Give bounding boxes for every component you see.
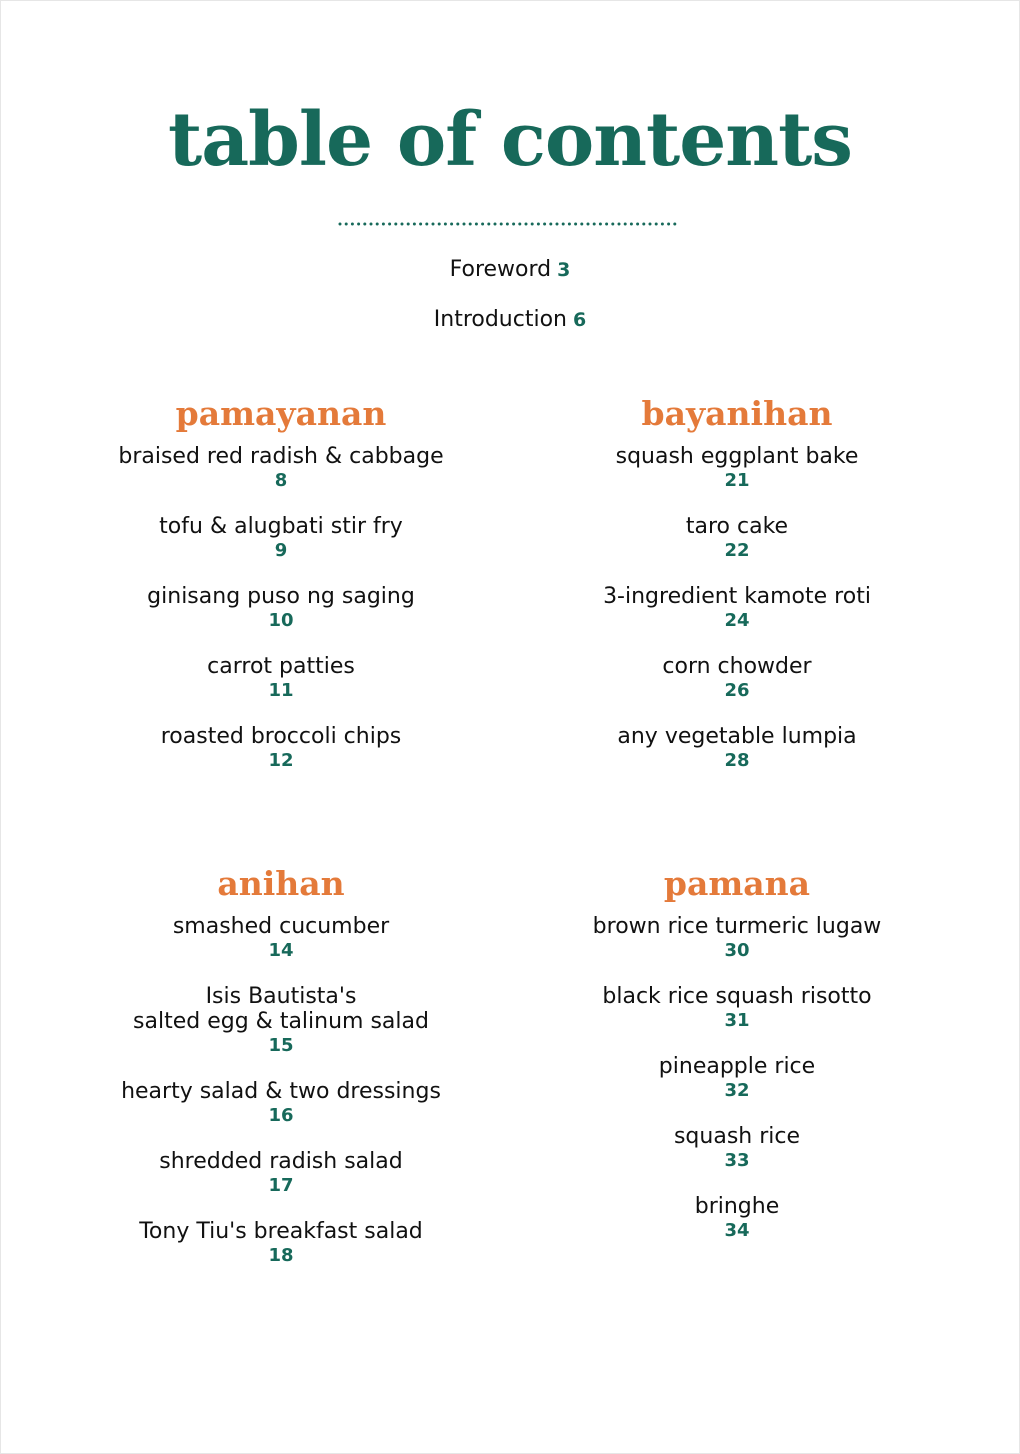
toc-entry[interactable] [527,724,947,773]
entry-title: smashed cucumber [172,914,390,940]
entry-title: black rice squash risotto [602,984,872,1010]
entry-title: roasted broccoli chips [160,724,402,750]
section-title: anihan [217,864,345,903]
entry-page-number: 16 [268,1105,294,1127]
section-pamayanan [71,396,491,794]
entry-page-number: 17 [268,1175,294,1197]
entry-title: brown rice turmeric lugaw [592,914,882,940]
toc-entry[interactable] [527,984,947,1033]
entry-title: Isis Bautista's salted egg & talinum salad [133,984,429,1035]
entry-title: hearty salad & two dressings [121,1079,441,1105]
entry-page-number: 12 [268,750,294,772]
entry-page-number: 18 [268,1245,294,1267]
toc-entry[interactable] [71,1079,491,1128]
toc-entry[interactable] [71,1219,491,1268]
toc-front-item-introduction[interactable] [0,307,1020,333]
entry-title: 3-ingredient kamote roti [603,584,871,610]
entry-page-number: 8 [274,470,288,492]
entry-page-number: 9 [274,540,288,562]
section-bayanihan [527,396,947,794]
title-divider [338,221,682,227]
entry-title: braised red radish & cabbage [118,444,444,470]
entry-title: pineapple rice [658,1054,816,1080]
section-title: pamana [663,864,811,903]
entry-title: tofu & alugbati stir fry [159,514,403,540]
entry-page-number: 22 [724,540,750,562]
entry-title: Tony Tiu's breakfast salad [139,1219,423,1245]
entry-title: carrot patties [207,654,355,680]
entry-page-number: 15 [268,1035,294,1057]
section-title: bayanihan [641,394,833,433]
entry-title: squash rice [673,1124,801,1150]
toc-entry[interactable] [71,724,491,773]
entry-page-number: 34 [724,1220,750,1242]
entry-page-number: 11 [268,680,294,702]
entry-page-number: 21 [724,470,750,492]
entry-page-number: 30 [724,940,750,962]
front-item-page: 6 [573,309,587,331]
entry-title: taro cake [685,514,789,540]
toc-entry[interactable] [527,654,947,703]
entry-page-number: 32 [724,1080,750,1102]
entry-page-number: 10 [268,610,294,632]
entry-page-number: 31 [724,1010,750,1032]
toc-front-item-foreword[interactable] [0,257,1020,283]
toc-entry[interactable] [527,1054,947,1103]
entry-page-number: 14 [268,940,294,962]
toc-entry[interactable] [71,444,491,493]
entry-title: any vegetable lumpia [617,724,857,750]
front-item-label: Introduction [433,307,567,332]
toc-entry[interactable] [527,444,947,493]
toc-entry[interactable] [71,654,491,703]
front-item-page: 3 [557,259,571,281]
entry-page-number: 26 [724,680,750,702]
toc-entry[interactable] [527,1124,947,1173]
entry-page-number: 28 [724,750,750,772]
entry-title: squash eggplant bake [615,444,859,470]
entry-title: bringhe [694,1194,780,1220]
toc-entry[interactable] [527,914,947,963]
entry-title: shredded radish salad [159,1149,403,1175]
toc-entry[interactable] [527,514,947,563]
toc-entry[interactable] [71,914,491,963]
section-pamana [527,866,947,1264]
entry-title: corn chowder [662,654,812,680]
front-item-label: Foreword [449,257,552,282]
entry-title: ginisang puso ng saging [147,584,415,610]
toc-entry[interactable] [527,1194,947,1243]
toc-entry[interactable] [71,584,491,633]
entry-page-number: 33 [724,1150,750,1172]
section-anihan [71,866,491,1289]
entry-page-number: 24 [724,610,750,632]
section-title: pamayanan [175,394,387,433]
toc-entry[interactable] [71,514,491,563]
toc-entry[interactable] [71,1149,491,1198]
toc-entry[interactable] [71,984,491,1058]
page-title: table of contents [168,97,852,183]
toc-entry[interactable] [527,584,947,633]
